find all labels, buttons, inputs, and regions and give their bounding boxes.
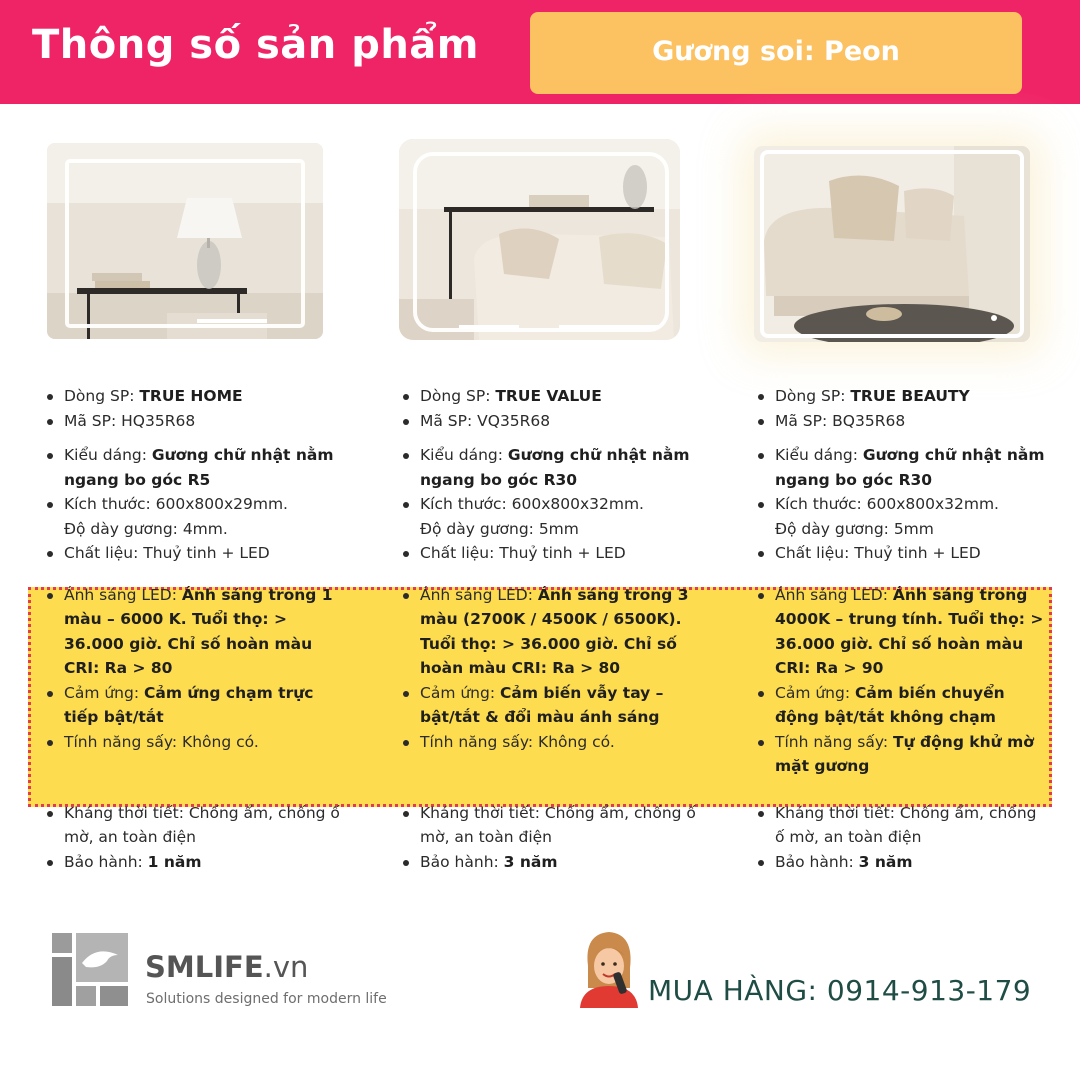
spec-line (44, 384, 344, 409)
spacer (400, 433, 700, 443)
spec-code-label: Mã SP: (420, 411, 478, 430)
spec-warranty-value: 3 năm (858, 852, 913, 871)
spec-list (44, 443, 344, 566)
spec-list (44, 384, 344, 433)
spec-style-value: Gương chữ nhật nằm ngang bo góc R5 (64, 446, 334, 489)
spec-thickness: Độ dày gương: 5mm (775, 519, 934, 538)
spec-defog (44, 730, 344, 779)
product-photo-true-value (399, 139, 680, 340)
spacer (44, 779, 344, 801)
spec-warranty-label: Bảo hành: (64, 852, 148, 871)
spec-sensor-label: Cảm ứng: (420, 683, 500, 702)
spacer (755, 566, 1045, 583)
spacer (44, 566, 344, 583)
spec-defog-label: Không có. (538, 732, 615, 751)
spec-led-label: Ánh sáng LED: (420, 585, 538, 604)
spec-material (755, 541, 1045, 566)
spec-thickness: Độ dày gương: 4mm. (64, 519, 228, 538)
spec-line-value: TRUE HOME (139, 387, 243, 405)
spec-led-value: Ánh sáng trong 4000K – trung tính. Tuổi thọ: > 36.000 giờ. Chỉ số hoàn màu CRI: Ra > 90 (775, 585, 1044, 677)
spec-sensor-value: Cảm biến chuyển động bật/tắt không chạm (775, 683, 1005, 726)
spec-style-value: Gương chữ nhật nằm ngang bo góc R30 (775, 446, 1045, 489)
page-title: Thông số sản phẩm (32, 22, 479, 68)
spec-led-value: Ánh sáng trong 1 màu – 6000 K. Tuổi thọ: > 36.000 giờ. Chỉ số hoàn màu CRI: Ra > 80 (64, 585, 333, 677)
purchase-hotline[interactable]: MUA HÀNG: 0914-913-179 (648, 974, 1032, 1007)
spec-size (755, 492, 1045, 541)
spacer (44, 433, 344, 443)
spec-material-label: Chất liệu: Thuỷ tinh + LED (420, 544, 626, 562)
spec-material (44, 541, 344, 566)
spec-style (400, 443, 700, 492)
spec-line-value: TRUE VALUE (495, 387, 602, 405)
spec-weather (400, 801, 700, 850)
product-type-badge (530, 12, 1022, 94)
spec-code-label: Mã SP: (64, 411, 122, 430)
spec-style-value: Gương chữ nhật nằm ngang bo góc R30 (420, 446, 690, 489)
spec-size (44, 492, 344, 541)
spec-code-label: BQ35R68 (832, 411, 906, 430)
spacer (755, 779, 1045, 801)
spec-code-label: HQ35R68 (121, 411, 196, 430)
spec-weather-label: Kháng thời tiết: Chống ẩm, chống ố mờ, an toàn điện (775, 803, 1037, 846)
spec-code (44, 409, 344, 434)
spec-led-value: Ánh sáng trong 3 màu (2700K / 4500K / 6500K). Tuổi thọ: > 36.000 giờ. Chỉ số hoàn màu CRI: Ra > 80 (420, 585, 689, 677)
spec-line (400, 384, 700, 409)
spec-defog-label: Không có. (182, 732, 259, 751)
spec-weather (44, 801, 344, 850)
spec-sensor-value: Cảm biến vẫy tay – bật/tắt & đổi màu ánh sáng (420, 683, 664, 726)
spec-size-label: Kích thước: 600x800x32mm. (775, 495, 999, 513)
spec-size (400, 492, 700, 541)
product-photo-true-beauty (754, 146, 1030, 342)
spec-line-label: Dòng SP: (775, 387, 851, 405)
spec-warranty-value: 1 năm (147, 852, 202, 871)
spec-weather-label: Kháng thời tiết: Chống ẩm, chống ố mờ, an toàn điện (420, 803, 696, 846)
smlife-logo (52, 933, 128, 1010)
header-bar (0, 0, 1080, 104)
brand-name (145, 950, 308, 984)
spec-weather-label: Kháng thời tiết: Chống ẩm, chống ố mờ, an toàn điện (64, 803, 340, 846)
spec-list (44, 801, 344, 875)
spec-defog-label: Tính năng sấy: (420, 732, 539, 751)
spec-code-label: VQ35R68 (477, 411, 551, 430)
spec-warranty (400, 850, 700, 875)
spec-led (755, 583, 1045, 681)
spec-thickness: Độ dày gương: 5mm (420, 519, 579, 538)
product-type-label: Gương soi: Peon (652, 36, 900, 67)
spec-code (755, 409, 1045, 434)
spec-defog-value: Tự động khử mờ mặt gương (775, 732, 1034, 775)
spec-style-label: Kiểu dáng: (64, 446, 152, 464)
product-photo-true-home (47, 143, 323, 339)
spec-list (755, 443, 1045, 566)
spec-led-label: Ánh sáng LED: (64, 585, 182, 604)
spec-warranty-value: 3 năm (503, 852, 558, 871)
spec-defog (400, 730, 700, 779)
spec-line (755, 384, 1045, 409)
spec-defog-label: Tính năng sấy: (64, 732, 183, 751)
spec-led (44, 583, 344, 681)
spacer (400, 779, 700, 801)
spec-list (400, 384, 700, 433)
brand-domain: .vn (263, 950, 309, 984)
spec-column (44, 384, 344, 874)
spec-list (400, 801, 700, 875)
spec-sensor (400, 681, 700, 730)
spec-style (44, 443, 344, 492)
spec-warranty-label: Bảo hành: (420, 852, 504, 871)
spec-sensor-label: Cảm ứng: (64, 683, 144, 702)
spec-warranty (44, 850, 344, 875)
spec-list (755, 801, 1045, 875)
phone-agent-icon (578, 926, 640, 1012)
spec-code-label: Mã SP: (775, 411, 833, 430)
spec-defog-label: Tính năng sấy: (775, 732, 894, 751)
spec-style (755, 443, 1045, 492)
spec-weather (755, 801, 1045, 850)
spec-sensor-label: Cảm ứng: (775, 683, 855, 702)
spec-line-value: TRUE BEAUTY (850, 387, 970, 405)
spec-warranty (755, 850, 1045, 875)
spec-led-label: Ánh sáng LED: (775, 585, 893, 604)
spacer (755, 433, 1045, 443)
spec-column (400, 384, 700, 874)
spec-line-label: Dòng SP: (420, 387, 496, 405)
spec-warranty-label: Bảo hành: (775, 852, 859, 871)
spec-style-label: Kiểu dáng: (420, 446, 508, 464)
brand-tagline: Solutions designed for modern life (146, 991, 387, 1007)
spec-defog (755, 730, 1045, 779)
spec-style-label: Kiểu dáng: (775, 446, 863, 464)
spec-list (755, 384, 1045, 433)
spec-size-label: Kích thước: 600x800x29mm. (64, 495, 288, 513)
spec-material-label: Chất liệu: Thuỷ tinh + LED (64, 544, 270, 562)
spec-sensor (755, 681, 1045, 730)
spec-list (400, 583, 700, 779)
spec-sensor-value: Cảm ứng chạm trực tiếp bật/tắt (64, 683, 314, 726)
spec-list (755, 583, 1045, 779)
brand-name-main: SMLIFE (145, 950, 264, 984)
spec-line-label: Dòng SP: (64, 387, 140, 405)
spec-list (400, 443, 700, 566)
spec-sensor (44, 681, 344, 730)
spec-material (400, 541, 700, 566)
spacer (400, 566, 700, 583)
spec-column (755, 384, 1045, 874)
spec-list (44, 583, 344, 779)
spec-material-label: Chất liệu: Thuỷ tinh + LED (775, 544, 981, 562)
spec-led (400, 583, 700, 681)
spec-size-label: Kích thước: 600x800x32mm. (420, 495, 644, 513)
spec-code (400, 409, 700, 434)
